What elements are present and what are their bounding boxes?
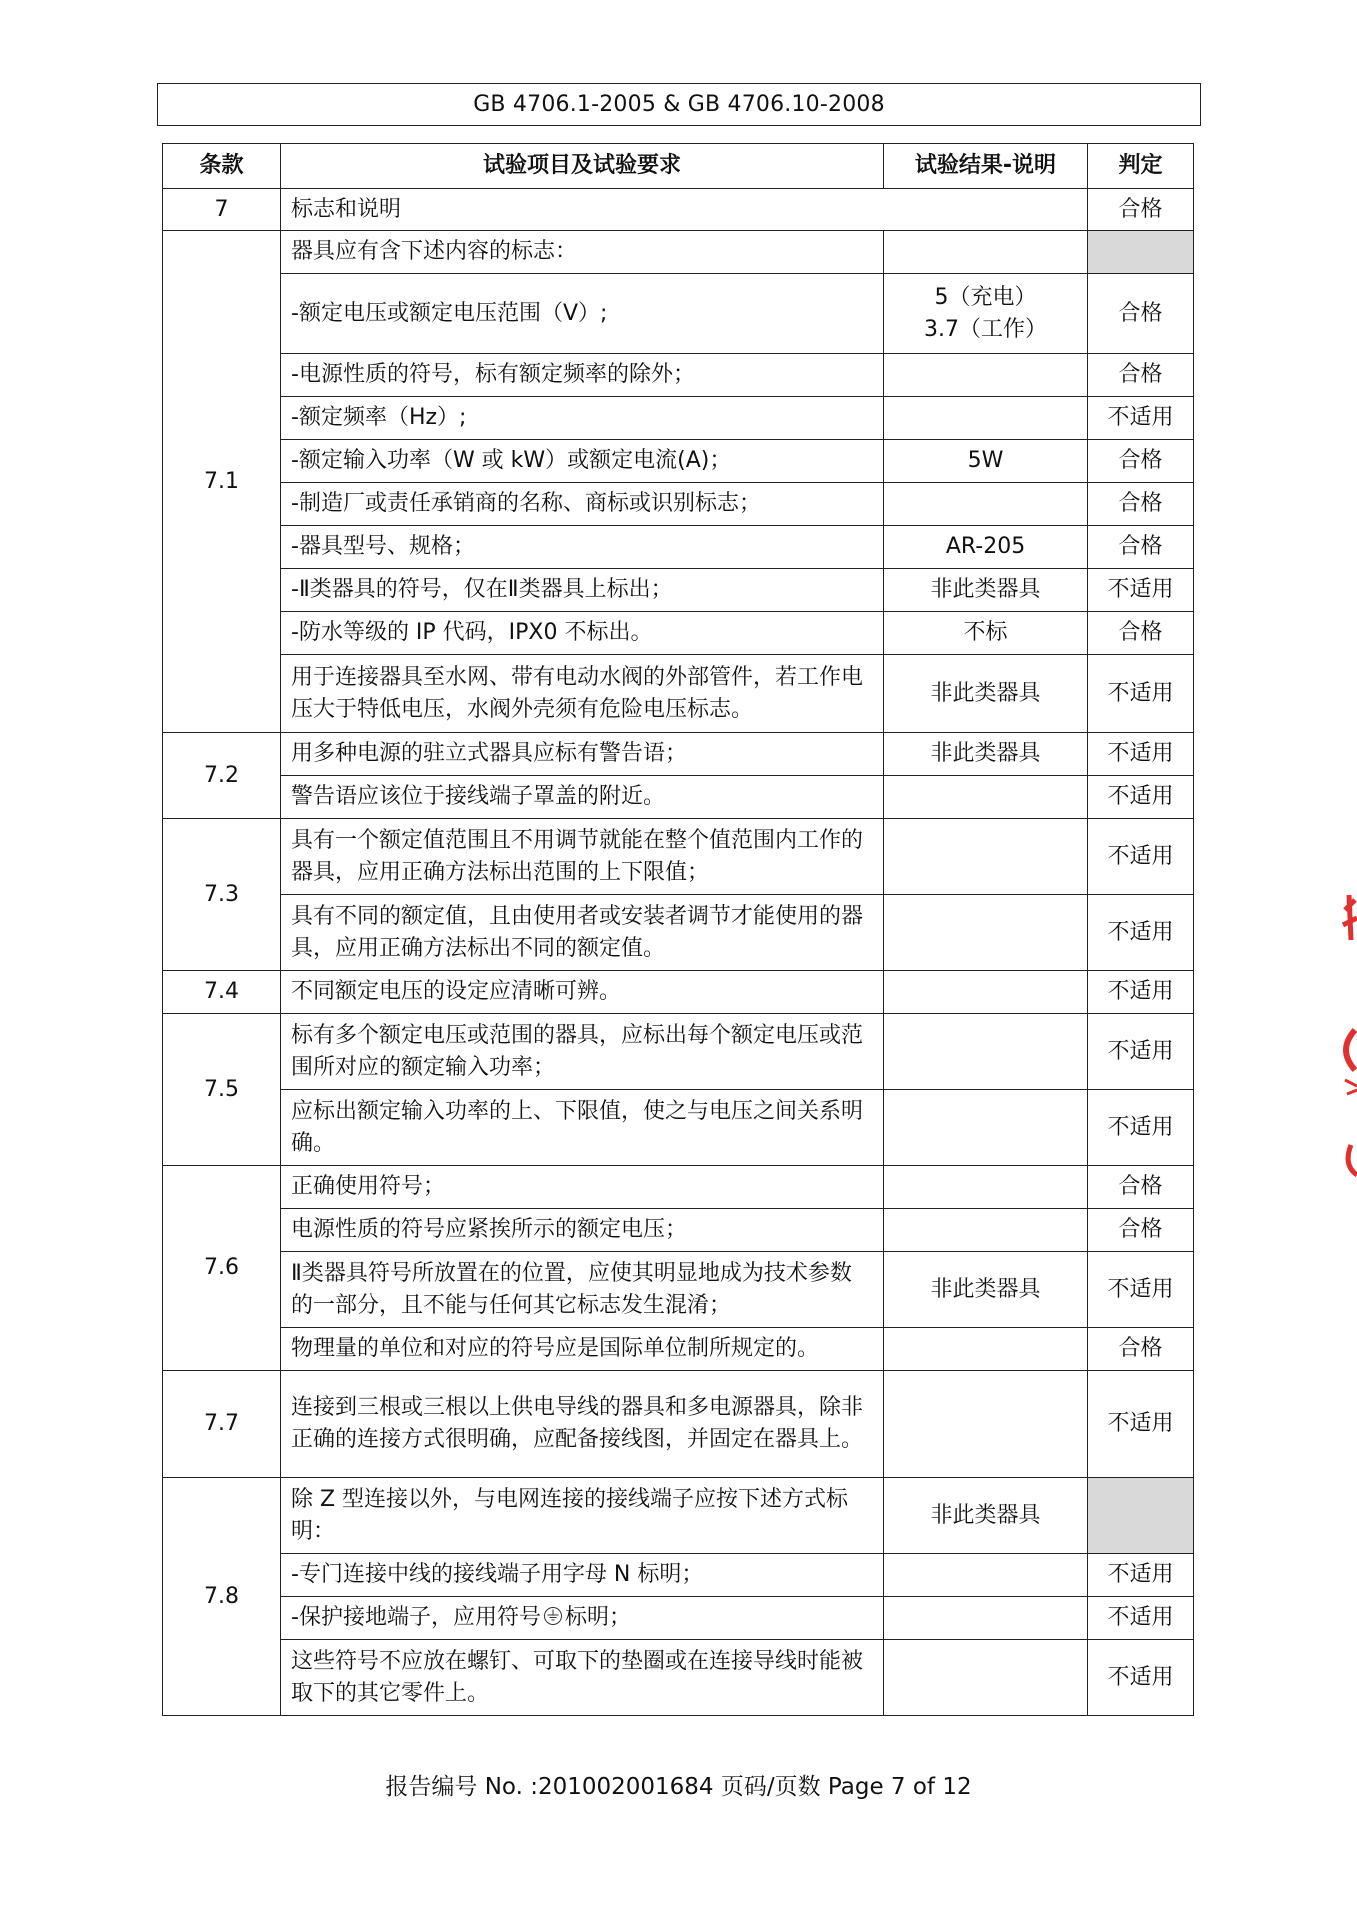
item-text: -保护接地端子，应用符号: [291, 1605, 541, 1630]
verdict-cell: 不适用: [1088, 1640, 1194, 1716]
header-clause: 条款: [163, 144, 281, 189]
result-cell: [884, 274, 1088, 354]
header-verdict: 判定: [1088, 144, 1194, 189]
table-row: [163, 612, 1194, 655]
verdict-cell: 合格: [1088, 1166, 1194, 1209]
verdict-cell: 不适用: [1088, 1554, 1194, 1597]
item-cell: -额定电压或额定电压范围（V）;: [281, 274, 884, 354]
result-cell: 非此类器具: [884, 569, 1088, 612]
verdict-cell: 不适用: [1088, 1252, 1194, 1328]
item-cell: 不同额定电压的设定应清晰可辨。: [281, 971, 884, 1014]
result-cell: 不标: [884, 612, 1088, 655]
item-cell: -防水等级的 IP 代码，IPX0 不标出。: [281, 612, 884, 655]
test-results-table: [162, 143, 1194, 1716]
verdict-cell: [1088, 231, 1194, 274]
result-cell: [884, 1640, 1088, 1716]
table-row: [163, 1014, 1194, 1090]
result-cell: AR-205: [884, 526, 1088, 569]
verdict-cell: 合格: [1088, 612, 1194, 655]
table-row: [163, 895, 1194, 971]
item-cell: 正确使用符号；: [281, 1166, 884, 1209]
table-row: [163, 655, 1194, 733]
table-row: [163, 733, 1194, 776]
result-cell: [884, 1014, 1088, 1090]
item-cell: -额定输入功率（W 或 kW）或额定电流(A)；: [281, 440, 884, 483]
item-cell: 这些符号不应放在螺钉、可取下的垫圈或在连接导线时能被取下的其它零件上。: [281, 1640, 884, 1716]
item-cell: [281, 1597, 884, 1640]
clause-cell: 7.1: [163, 231, 281, 733]
verdict-cell: 不适用: [1088, 569, 1194, 612]
report-footer: 报告编号 No. :201002001684 页码/页数 Page 7 of 12: [385, 1774, 972, 1800]
verdict-cell: 不适用: [1088, 397, 1194, 440]
item-cell: -Ⅱ类器具的符号，仅在Ⅱ类器具上标出；: [281, 569, 884, 612]
clause-cell: 7.3: [163, 819, 281, 971]
verdict-cell: 不适用: [1088, 1597, 1194, 1640]
verdict-cell: 不适用: [1088, 971, 1194, 1014]
table-row: [163, 1554, 1194, 1597]
result-cell: [884, 354, 1088, 397]
item-cell: -器具型号、规格；: [281, 526, 884, 569]
result-cell: [884, 776, 1088, 819]
result-cell: [884, 1166, 1088, 1209]
header-item: 试验项目及试验要求: [281, 144, 884, 189]
result-cell: [884, 1209, 1088, 1252]
result-cell: [884, 895, 1088, 971]
table-row: [163, 776, 1194, 819]
item-text: 标明；: [564, 1605, 631, 1630]
table-row: [163, 971, 1194, 1014]
clause-cell: 7.6: [163, 1166, 281, 1371]
verdict-cell: 不适用: [1088, 733, 1194, 776]
item-cell: 标志和说明: [281, 189, 1088, 231]
result-cell: [884, 971, 1088, 1014]
verdict-cell: 合格: [1088, 483, 1194, 526]
result-cell: 非此类器具: [884, 1252, 1088, 1328]
table-row: [163, 274, 1194, 354]
table-row: [163, 819, 1194, 895]
table-row: [163, 1209, 1194, 1252]
result-cell: [884, 397, 1088, 440]
table-row: [163, 397, 1194, 440]
red-stamp-fragment: [1315, 880, 1357, 1180]
item-cell: -电源性质的符号，标有额定频率的除外；: [281, 354, 884, 397]
table-row: [163, 1252, 1194, 1328]
table-row: [163, 1090, 1194, 1166]
item-cell: 具有不同的额定值，且由使用者或安装者调节才能使用的器具，应用正确方法标出不同的额定值。: [281, 895, 884, 971]
result-cell: [884, 1597, 1088, 1640]
verdict-cell: 不适用: [1088, 1090, 1194, 1166]
table-row: [163, 1478, 1194, 1554]
table-row: [163, 440, 1194, 483]
result-cell: 5W: [884, 440, 1088, 483]
result-cell: [884, 1090, 1088, 1166]
item-cell: 除 Z 型连接以外，与电网连接的接线端子应按下述方式标明：: [281, 1478, 884, 1554]
result-cell: 非此类器具: [884, 733, 1088, 776]
result-cell: [884, 231, 1088, 274]
item-cell: -制造厂或责任承销商的名称、商标或识别标志；: [281, 483, 884, 526]
item-cell: 物理量的单位和对应的符号应是国际单位制所规定的。: [281, 1328, 884, 1371]
verdict-cell: 合格: [1088, 189, 1194, 231]
result-line: 3.7（工作）: [924, 316, 1047, 342]
table-row: [163, 1166, 1194, 1209]
item-cell: 用多种电源的驻立式器具应标有警告语；: [281, 733, 884, 776]
table-row: [163, 354, 1194, 397]
table-row: [163, 189, 1194, 231]
table-row: [163, 569, 1194, 612]
table-row: [163, 526, 1194, 569]
clause-cell: 7.2: [163, 733, 281, 819]
protective-earth-icon: [543, 1604, 563, 1624]
verdict-cell: 合格: [1088, 440, 1194, 483]
verdict-cell: [1088, 1478, 1194, 1554]
item-cell: -专门连接中线的接线端子用字母 N 标明；: [281, 1554, 884, 1597]
item-cell: 警告语应该位于接线端子罩盖的附近。: [281, 776, 884, 819]
verdict-cell: 不适用: [1088, 895, 1194, 971]
standard-header: [157, 83, 1201, 126]
verdict-cell: 合格: [1088, 1328, 1194, 1371]
table-row: [163, 483, 1194, 526]
result-cell: [884, 483, 1088, 526]
verdict-cell: 合格: [1088, 354, 1194, 397]
clause-cell: 7: [163, 189, 281, 231]
item-cell: -额定频率（Hz）;: [281, 397, 884, 440]
verdict-cell: 不适用: [1088, 655, 1194, 733]
verdict-cell: 不适用: [1088, 819, 1194, 895]
clause-cell: 7.8: [163, 1478, 281, 1716]
clause-cell: 7.7: [163, 1371, 281, 1478]
item-cell: 应标出额定输入功率的上、下限值，使之与电压之间关系明确。: [281, 1090, 884, 1166]
item-cell: 连接到三根或三根以上供电导线的器具和多电源器具，除非正确的连接方式很明确，应配备接线图，并固定在器具上。: [281, 1371, 884, 1478]
table-row: [163, 1597, 1194, 1640]
verdict-cell: 不适用: [1088, 776, 1194, 819]
item-cell: 用于连接器具至水网、带有电动水阀的外部管件，若工作电压大于特低电压，水阀外壳须有危险电压标志。: [281, 655, 884, 733]
item-cell: Ⅱ类器具符号所放置在的位置，应使其明显地成为技术参数的一部分，且不能与任何其它标志发生混淆；: [281, 1252, 884, 1328]
item-cell: 器具应有含下述内容的标志：: [281, 231, 884, 274]
result-cell: [884, 1554, 1088, 1597]
verdict-cell: 合格: [1088, 526, 1194, 569]
result-cell: [884, 819, 1088, 895]
standard-title: GB 4706.1-2005 & GB 4706.10-2008: [473, 92, 885, 117]
verdict-cell: 不适用: [1088, 1371, 1194, 1478]
table-row: [163, 231, 1194, 274]
verdict-cell: 合格: [1088, 274, 1194, 354]
result-cell: [884, 1328, 1088, 1371]
table-row: [163, 1640, 1194, 1716]
table-row: [163, 1328, 1194, 1371]
verdict-cell: 合格: [1088, 1209, 1194, 1252]
verdict-cell: 不适用: [1088, 1014, 1194, 1090]
table-header-row: [163, 144, 1194, 189]
item-cell: 标有多个额定电压或范围的器具，应标出每个额定电压或范围所对应的额定输入功率；: [281, 1014, 884, 1090]
result-cell: [884, 1371, 1088, 1478]
result-cell: 非此类器具: [884, 1478, 1088, 1554]
clause-cell: 7.5: [163, 1014, 281, 1166]
header-result: 试验结果-说明: [884, 144, 1088, 189]
item-cell: 电源性质的符号应紧挨所示的额定电压；: [281, 1209, 884, 1252]
result-cell: 非此类器具: [884, 655, 1088, 733]
item-cell: 具有一个额定值范围且不用调节就能在整个值范围内工作的器具，应用正确方法标出范围的上下限值；: [281, 819, 884, 895]
clause-cell: 7.4: [163, 971, 281, 1014]
table-row: [163, 1371, 1194, 1478]
result-line: 5（充电）: [934, 284, 1037, 310]
